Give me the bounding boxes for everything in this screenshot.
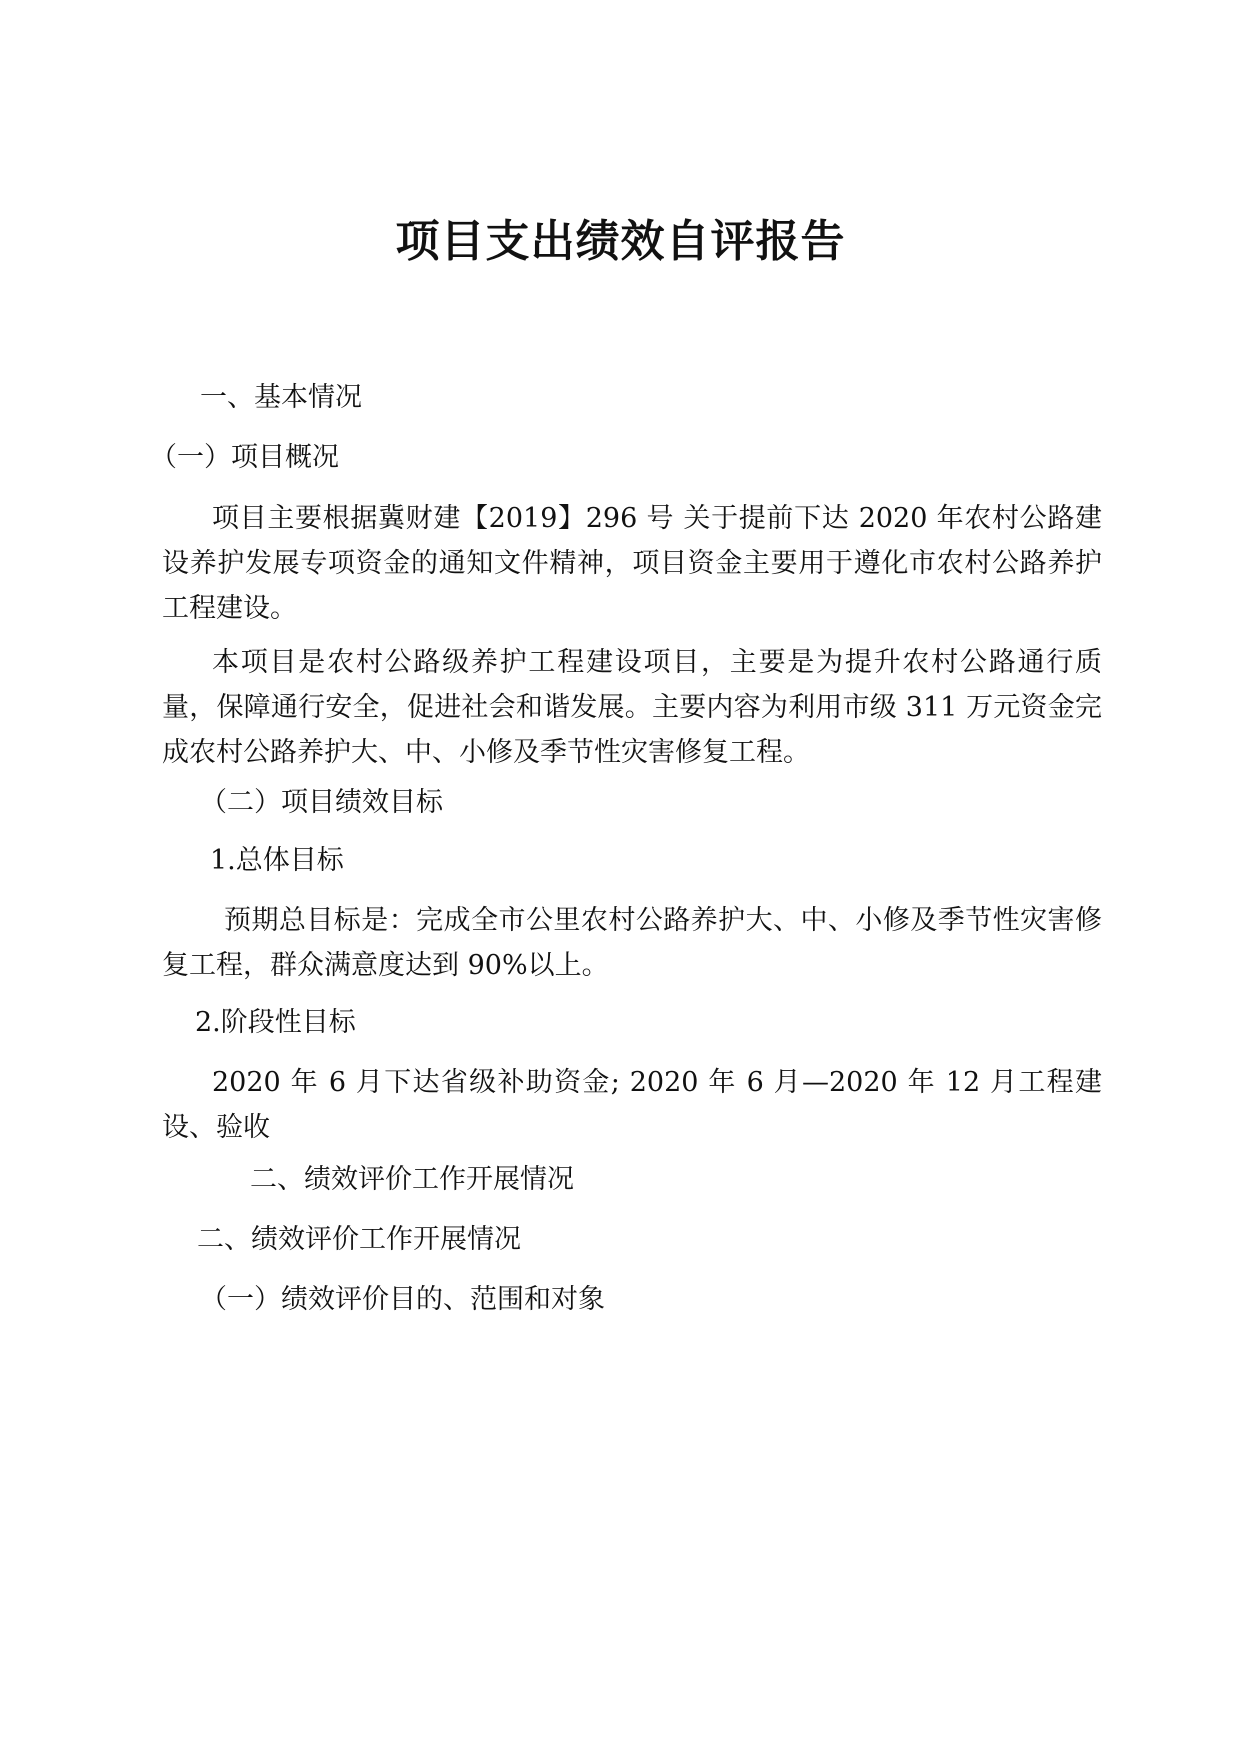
subsection-heading-goals: （二）项目绩效目标 bbox=[200, 787, 443, 818]
paragraph-stage-goal: 2020 年 6 月下达省级补助资金; 2020 年 6 月—2020 年 12 月工程建设、验收 bbox=[162, 1067, 1102, 1143]
section-heading-evaluation-b: 二、绩效评价工作开展情况 bbox=[197, 1224, 521, 1255]
paragraph-project-basis: 项目主要根据冀财建【2019】296 号 关于提前下达 2020 年农村公路建设养护发展专项资金的通知文件精神，项目资金主要用于遵化市农村公路养护工程建设。 bbox=[162, 503, 1102, 624]
subsection-heading-evaluation-scope: （一）绩效评价目的、范围和对象 bbox=[200, 1284, 605, 1315]
section-heading-evaluation-a: 二、绩效评价工作开展情况 bbox=[250, 1164, 574, 1195]
paragraph-overall-goal: 预期总目标是：完成全市公里农村公路养护大、中、小修及季节性灾害修复工程，群众满意度达到 90%以上。 bbox=[162, 905, 1102, 981]
subsection-heading-overview: （一）项目概况 bbox=[150, 442, 339, 473]
item-heading-stage-goal: 2.阶段性目标 bbox=[195, 1007, 356, 1038]
section-heading-basic: 一、基本情况 bbox=[200, 382, 362, 413]
page-title: 项目支出绩效自评报告 bbox=[395, 216, 846, 267]
item-heading-overall-goal: 1.总体目标 bbox=[210, 845, 344, 876]
paragraph-project-content: 本项目是农村公路级养护工程建设项目，主要是为提升农村公路通行质量，保障通行安全，促进社会和谐发展。主要内容为利用市级 311 万元资金完成农村公路养护大、中、小修及季节性灾害修复工程。 bbox=[162, 647, 1102, 768]
